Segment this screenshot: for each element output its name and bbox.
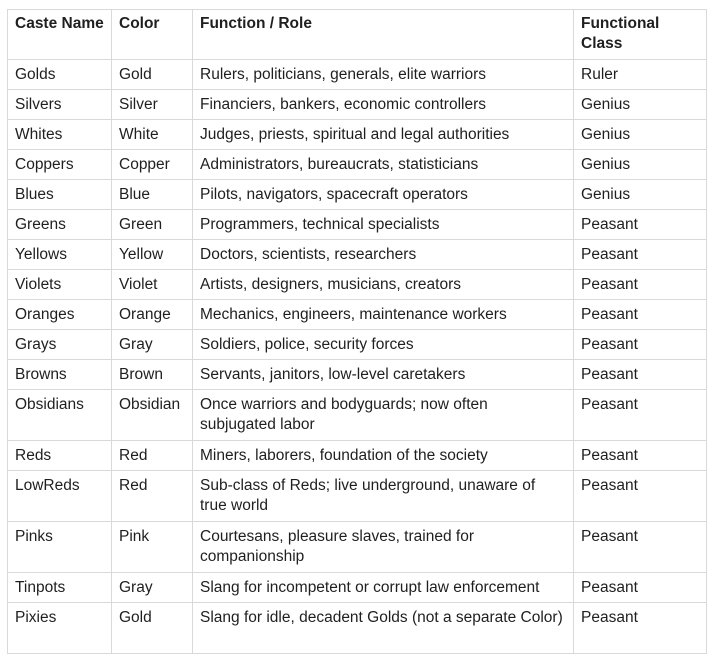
table-header — [8, 10, 707, 60]
table-row — [8, 390, 707, 441]
cell-caste: Silvers — [8, 90, 112, 120]
cell-class: Genius — [574, 180, 707, 210]
cell-color: Blue — [112, 180, 193, 210]
table-row — [8, 300, 707, 330]
table-row — [8, 603, 707, 654]
cell-class: Peasant — [574, 240, 707, 270]
cell-role: Once warriors and bodyguards; now often subjugated labor — [193, 390, 574, 441]
table-row — [8, 360, 707, 390]
cell-class: Peasant — [574, 270, 707, 300]
cell-color: Copper — [112, 150, 193, 180]
table-row — [8, 573, 707, 603]
cell-class: Ruler — [574, 60, 707, 90]
caste-table-container — [7, 9, 707, 654]
cell-caste: Golds — [8, 60, 112, 90]
cell-color: Red — [112, 441, 193, 471]
cell-class: Peasant — [574, 300, 707, 330]
caste-table — [7, 9, 707, 654]
cell-class: Peasant — [574, 573, 707, 603]
cell-class: Peasant — [574, 360, 707, 390]
table-row — [8, 180, 707, 210]
cell-role: Rulers, politicians, generals, elite warriors — [193, 60, 574, 90]
cell-caste: Violets — [8, 270, 112, 300]
cell-color: Gray — [112, 573, 193, 603]
cell-caste: Grays — [8, 330, 112, 360]
cell-color: White — [112, 120, 193, 150]
cell-caste: Blues — [8, 180, 112, 210]
cell-color: Gold — [112, 60, 193, 90]
cell-color: Orange — [112, 300, 193, 330]
cell-role: Programmers, technical specialists — [193, 210, 574, 240]
cell-color: Obsidian — [112, 390, 193, 441]
cell-role: Slang for incompetent or corrupt law enforcement — [193, 573, 574, 603]
cell-caste: Tinpots — [8, 573, 112, 603]
cell-class: Peasant — [574, 390, 707, 441]
cell-caste: Yellows — [8, 240, 112, 270]
cell-role: Miners, laborers, foundation of the society — [193, 441, 574, 471]
cell-caste: Obsidians — [8, 390, 112, 441]
cell-caste: Oranges — [8, 300, 112, 330]
cell-role: Sub-class of Reds; live underground, unaware of true world — [193, 471, 574, 522]
cell-color: Violet — [112, 270, 193, 300]
cell-role: Servants, janitors, low-level caretakers — [193, 360, 574, 390]
cell-color: Pink — [112, 522, 193, 573]
cell-role: Slang for idle, decadent Golds (not a separate Color) — [193, 603, 574, 654]
table-row — [8, 441, 707, 471]
cell-role: Pilots, navigators, spacecraft operators — [193, 180, 574, 210]
header-function-role: Function / Role — [193, 10, 574, 60]
cell-role: Judges, priests, spiritual and legal authorities — [193, 120, 574, 150]
cell-caste: Reds — [8, 441, 112, 471]
table-row — [8, 471, 707, 522]
table-row — [8, 120, 707, 150]
cell-class: Peasant — [574, 522, 707, 573]
cell-role: Soldiers, police, security forces — [193, 330, 574, 360]
cell-class: Peasant — [574, 471, 707, 522]
table-row — [8, 150, 707, 180]
header-row — [8, 10, 707, 60]
cell-color: Silver — [112, 90, 193, 120]
cell-color: Gold — [112, 603, 193, 654]
cell-role: Artists, designers, musicians, creators — [193, 270, 574, 300]
cell-class: Peasant — [574, 210, 707, 240]
cell-caste: Pinks — [8, 522, 112, 573]
table-row — [8, 60, 707, 90]
cell-class: Genius — [574, 120, 707, 150]
table-row — [8, 522, 707, 573]
table-row — [8, 240, 707, 270]
table-row — [8, 210, 707, 240]
cell-class: Peasant — [574, 441, 707, 471]
table-row — [8, 330, 707, 360]
cell-caste: Whites — [8, 120, 112, 150]
cell-role: Doctors, scientists, researchers — [193, 240, 574, 270]
cell-caste: Greens — [8, 210, 112, 240]
cell-color: Brown — [112, 360, 193, 390]
cell-caste: Browns — [8, 360, 112, 390]
cell-role: Financiers, bankers, economic controllers — [193, 90, 574, 120]
cell-color: Yellow — [112, 240, 193, 270]
header-color: Color — [112, 10, 193, 60]
cell-class: Peasant — [574, 603, 707, 654]
cell-color: Red — [112, 471, 193, 522]
cell-caste: Coppers — [8, 150, 112, 180]
cell-color: Green — [112, 210, 193, 240]
cell-caste: LowReds — [8, 471, 112, 522]
cell-color: Gray — [112, 330, 193, 360]
cell-role: Administrators, bureaucrats, statisticians — [193, 150, 574, 180]
cell-caste: Pixies — [8, 603, 112, 654]
header-caste-name: Caste Name — [8, 10, 112, 60]
cell-class: Peasant — [574, 330, 707, 360]
header-functional-class: Functional Class — [574, 10, 707, 60]
table-body — [8, 60, 707, 654]
cell-role: Mechanics, engineers, maintenance workers — [193, 300, 574, 330]
table-row — [8, 270, 707, 300]
table-row — [8, 90, 707, 120]
cell-class: Genius — [574, 150, 707, 180]
cell-class: Genius — [574, 90, 707, 120]
cell-role: Courtesans, pleasure slaves, trained for companionship — [193, 522, 574, 573]
